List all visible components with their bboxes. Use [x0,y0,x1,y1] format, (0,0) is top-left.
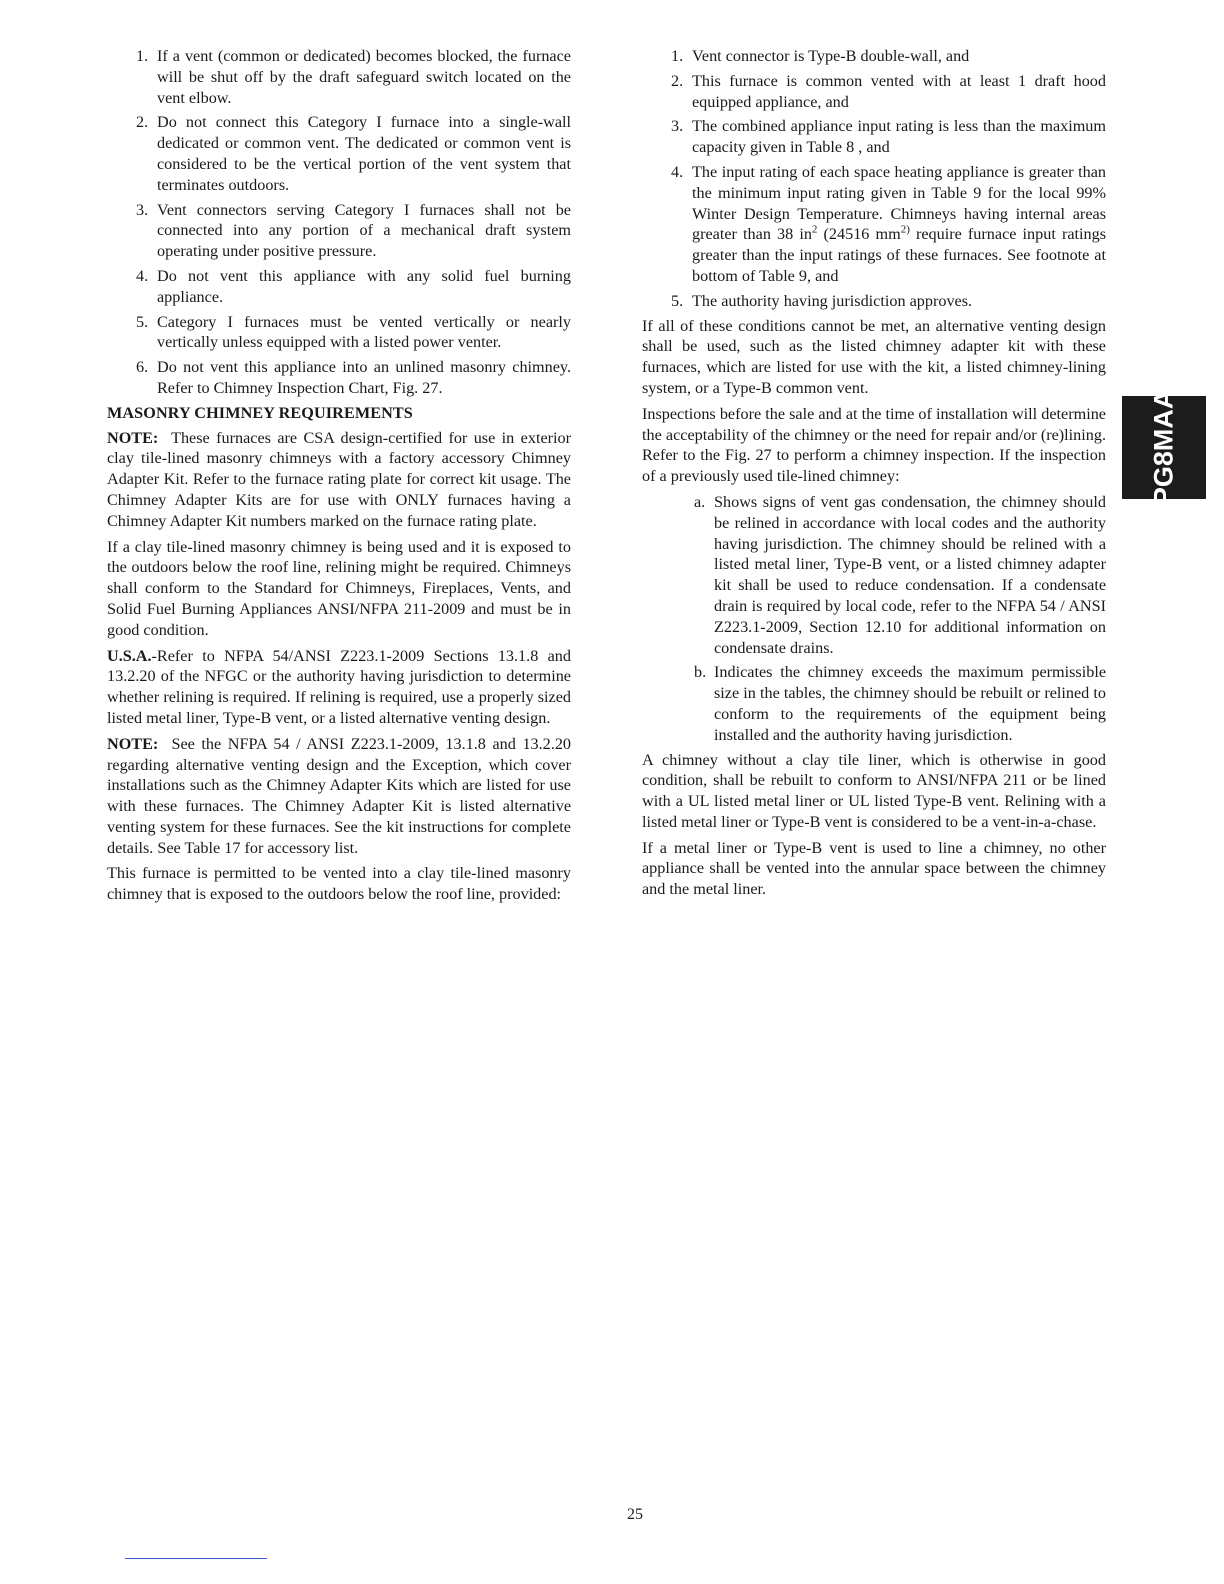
list-text: Vent connector is Type-B double-wall, and [692,47,970,65]
inspection-results-list [642,492,1106,746]
masonry-chimney-heading: MASONRY CHIMNEY REQUIREMENTS [107,403,413,422]
vent-rules-list [107,46,571,399]
list-number: 1. [671,47,684,65]
list-item [642,71,1106,113]
list-number: 4. [671,162,684,181]
list-item [107,46,571,108]
list-item [642,492,1106,658]
list-text: Do not connect this Category I furnace into a single-wall dedicated or common vent. The dedicated or common vent is considered to be the vertical portion of the vent system that terminates outdoors. [157,113,571,194]
clay-tile-paragraph: If a clay tile-lined masonry chimney is being used and it is exposed to the outdoors below the roof line, relining might be required. Chimneys shall conform to the Standard for Chimneys, Fireplaces, Vents, and Solid Fuel Burning Appliances ANSI/NFPA 211-2009 and must be in good condition. [107,537,571,639]
list-number: 2. [671,71,684,90]
list-text: Do not vent this appliance into an unlined masonry chimney. Refer to Chimney Inspection Chart, Fig. 27. [157,358,571,397]
list-item [642,662,1106,745]
list-item [642,46,1106,67]
inspections-paragraph: Inspections before the sale and at the time of installation will determine the acceptability of the chimney or the need for repair and/or (re)lining. Refer to the Fig. 27 to perform a chimney inspection. If the inspection of a previously used tile-lined chimney: [642,404,1106,486]
list-number: 5. [671,291,684,310]
list-number: 6. [136,358,149,377]
footer-divider [125,1558,267,1559]
conditions-list [642,46,1106,312]
page-number: 25 [627,1506,643,1523]
usa-label: U.S.A. [107,646,152,665]
list-item [107,200,571,262]
list-item [642,162,1106,287]
model-side-tab [1122,389,1206,506]
note-csa-paragraph [107,428,571,532]
side-tab-label: PG8MAA [1148,389,1179,506]
usa-text: -Refer to NFPA 54/ANSI Z223.1-2009 Sections 13.1.8 and 13.2.20 of the NFGC or the authority having jurisdiction to determine whether relining is required. If relining is required, use a properly sized listed metal liner, Type-B vent, or a listed alternative venting design. [107,646,571,727]
list-item [642,116,1106,158]
list-text: The combined appliance input rating is less than the maximum capacity given in Table 8 , and [692,117,1106,157]
note-text: These furnaces are CSA design-certified for use in exterior clay tile-lined masonry chimneys with a factory accessory Chimney Adapter Kit. Refer to the furnace rating plate for correct kit usage. The Chimney Adapter Kits are for use with ONLY furnaces having a Chimney Adapter Kit numbers marked on the furnace rating plate. [107,428,571,530]
list-item [107,312,571,354]
metal-liner-paragraph: If a metal liner or Type-B vent is used to line a chimney, no other appliance shall be vented into the annular space between the chimney and the metal liner. [642,838,1106,899]
list-text: This furnace is common vented with at least 1 draft hood equipped appliance, and [692,71,1106,111]
superscript: 2) [900,223,910,236]
list-item [107,112,571,195]
note-text: See the NFPA 54 / ANSI Z223.1-2009, 13.1.8 and 13.2.20 regarding alternative venting design and the Exception, which cover installations such as the Chimney Adapter Kits which are listed for use with these furnaces. The Chimney Adapter Kit is listed alternative venting system for these furnaces. See the kit instructions for complete details. See Table 17 for accessory list. [107,734,572,857]
list-number: 3. [671,117,684,136]
list-text: Vent connectors serving Category I furnaces shall not be connected into any portion of a mechanical draft system operating under positive pressure. [157,200,571,261]
list-text: Category I furnaces must be vented vertically or nearly vertically unless equipped with a listed power venter. [157,312,571,352]
list-item [107,266,571,308]
list-number: 1. [136,47,149,65]
list-number: 2. [136,113,149,132]
superscript: 2 [811,223,818,236]
conditions-paragraph: If all of these conditions cannot be met, an alternative venting design shall be used, such as the listed chimney adapter kit with these furnaces, which are listed for use with the kit, a listed chimney-lining system, or a Type-B common vent. [642,316,1106,397]
left-column [107,46,571,910]
usa-paragraph [107,646,571,729]
list-letter: a. [694,492,706,511]
note-label: NOTE: [107,428,159,447]
list-number: 3. [136,200,149,219]
list-item [642,291,1106,312]
list-text: Do not vent this appliance with any solid fuel burning appliance. [157,266,571,306]
list-text: Indicates the chimney exceeds the maximum permissible size in the tables, the chimney should be rebuilt or relined to conform to the requirements of the equipment being installed and the authority having jurisdiction. [714,663,1106,744]
without-liner-paragraph: A chimney without a clay tile liner, which is otherwise in good condition, shall be rebuilt to conform to ANSI/NFPA 211 or be lined with a UL listed metal liner or UL listed Type-B vent. Relining with a listed metal liner or Type-B vent is considered to be a vent-in-a-chase. [642,750,1106,831]
list-text: require furnace input ratings greater than the input ratings of these furnaces. See footnote at bottom of Table 9, and [692,225,1106,285]
note-nfpa-paragraph [107,734,571,859]
list-text: (24516 mm [817,225,901,244]
list-item [107,357,571,399]
list-text: If a vent (common or dedicated) becomes blocked, the furnace will be shut off by the draft safeguard switch located on the vent elbow. [157,47,571,107]
note-label: NOTE: [107,734,159,753]
list-text: The input rating of each space heating appliance is greater than the minimum input rating given in Table 9 for the local 99% Winter Design Temperature. Chimneys having internal areas greater than 38 in [692,162,1106,244]
list-number: 4. [136,266,149,285]
right-column [642,46,1106,905]
permitted-paragraph: This furnace is permitted to be vented into a clay tile-lined masonry chimney that is exposed to the outdoors below the roof line, provided: [107,864,571,904]
list-letter: b. [694,663,707,682]
list-text: The authority having jurisdiction approves. [692,291,973,310]
list-number: 5. [136,312,149,331]
list-text: Shows signs of vent gas condensation, the chimney should be relined in accordance with local codes and the authority having jurisdiction. The chimney should be relined with a listed metal liner, Type-B vent, or a listed chimney adapter kit shall be used to reduce condensation. If a condensate drain is required by local code, refer to the NFPA 54 / ANSI Z223.1-2009, Section 12.10 for additional information on condensate drains. [714,492,1106,657]
